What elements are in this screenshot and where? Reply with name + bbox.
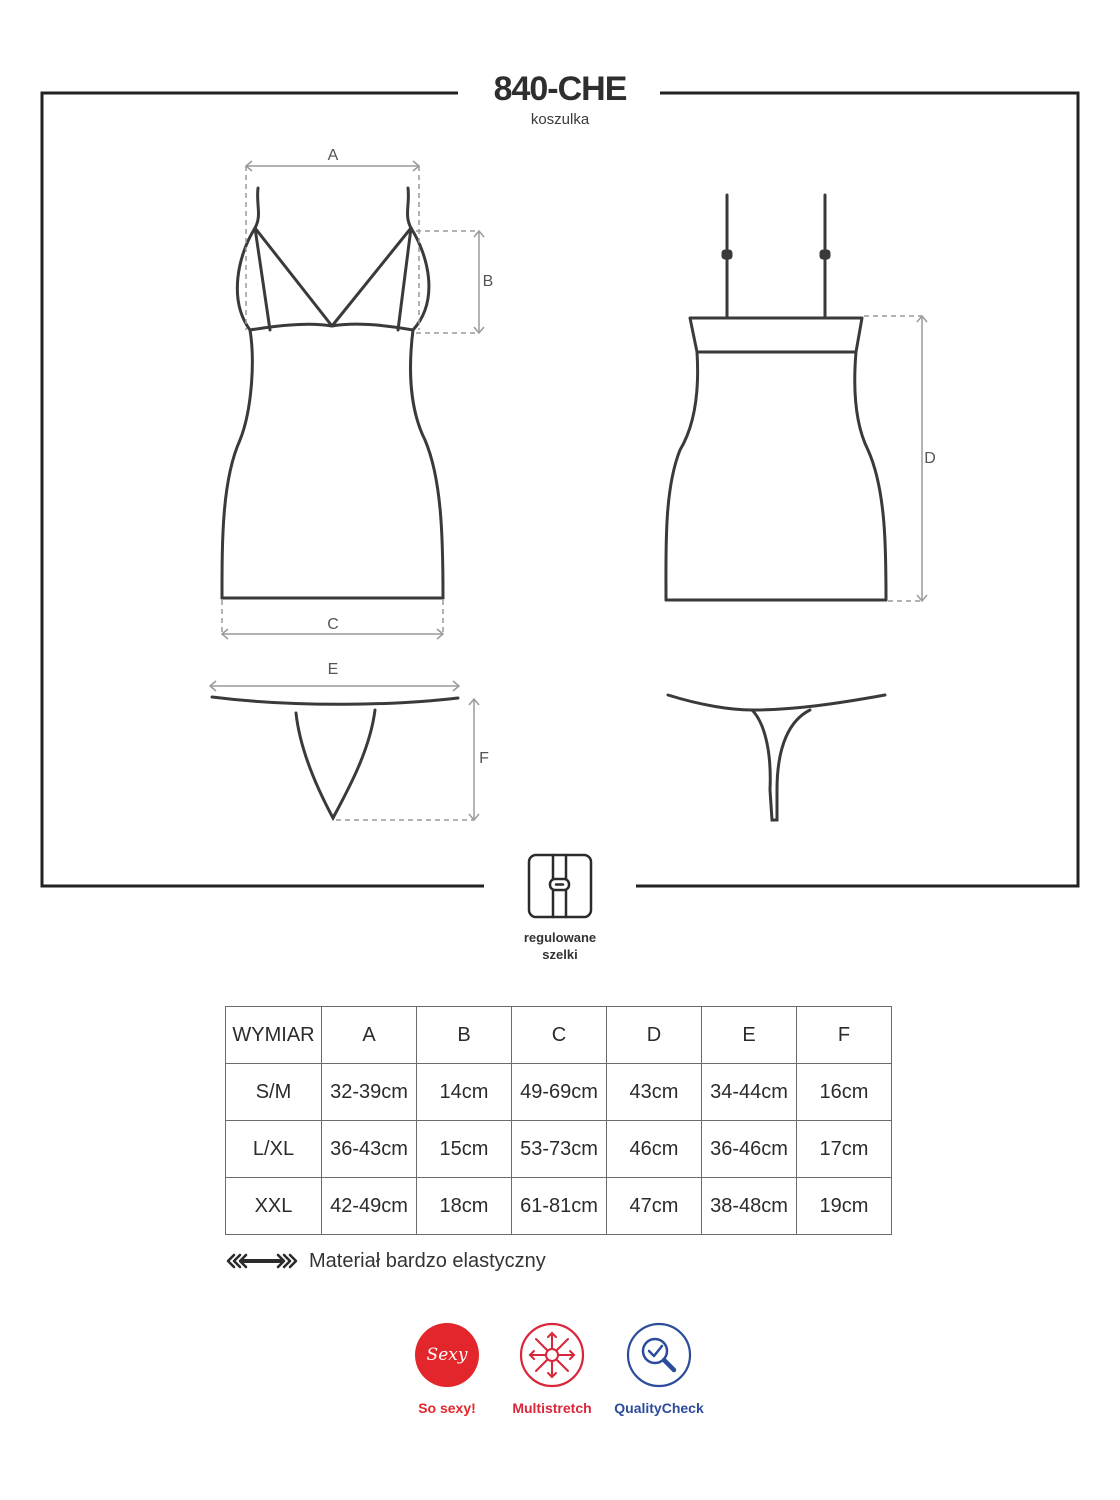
chemise-front-drawing — [222, 188, 443, 598]
table-cell: XXL — [226, 1178, 322, 1235]
table-row — [226, 1064, 892, 1121]
badge-multistretch — [497, 1322, 607, 1416]
elastic-note-text: Materiał bardzo elastyczny — [309, 1249, 546, 1272]
table-header-cell: A — [322, 1007, 417, 1064]
sexy-icon — [414, 1322, 480, 1388]
table-header-cell: D — [607, 1007, 702, 1064]
table-row — [226, 1178, 892, 1235]
badge-quality-check — [604, 1322, 714, 1416]
feature-label-line2: szelki — [542, 947, 578, 962]
dimension-f — [336, 699, 479, 820]
feature-label — [480, 929, 640, 963]
table-cell: 16cm — [797, 1064, 892, 1121]
table-cell: 19cm — [797, 1178, 892, 1235]
badge-label: QualityCheck — [614, 1400, 704, 1416]
dimension-label-b: B — [482, 273, 494, 290]
feature-label-line1: regulowane — [523, 930, 597, 945]
stretch-arrows-icon — [225, 1252, 299, 1270]
thong-back-drawing — [668, 695, 885, 820]
table-cell: 49-69cm — [512, 1064, 607, 1121]
multistretch-icon — [519, 1322, 585, 1388]
table-header-cell: E — [702, 1007, 797, 1064]
table-cell: 15cm — [417, 1121, 512, 1178]
dimension-label-a: A — [327, 147, 339, 164]
table-cell: L/XL — [226, 1121, 322, 1178]
sexy-icon-text: Sexy — [426, 1345, 468, 1365]
table-cell: 34-44cm — [702, 1064, 797, 1121]
table-cell: 14cm — [417, 1064, 512, 1121]
dimension-a — [246, 161, 419, 330]
product-name: koszulka — [530, 111, 590, 128]
dimension-lines — [210, 161, 927, 820]
table-cell: 46cm — [607, 1121, 702, 1178]
table-cell: 38-48cm — [702, 1178, 797, 1235]
dimension-label-d: D — [924, 450, 936, 467]
thong-front-drawing — [212, 697, 458, 818]
table-header-cell: WYMIAR — [226, 1007, 322, 1064]
badge-label: Multistretch — [512, 1400, 592, 1416]
elastic-note — [225, 1247, 546, 1275]
quality-check-icon — [626, 1322, 692, 1388]
dimension-label-c: C — [327, 616, 339, 633]
product-code: 840-CHE — [493, 70, 627, 108]
table-cell: 53-73cm — [512, 1121, 607, 1178]
table-cell: 17cm — [797, 1121, 892, 1178]
badge-label: So sexy! — [418, 1400, 476, 1416]
dimension-e — [210, 681, 459, 691]
table-row — [226, 1121, 892, 1178]
chemise-back-drawing — [666, 195, 886, 600]
adjustable-strap-icon — [529, 855, 591, 917]
table-cell: S/M — [226, 1064, 322, 1121]
table-cell: 18cm — [417, 1178, 512, 1235]
badge-so-sexy — [392, 1322, 502, 1416]
table-cell: 36-43cm — [322, 1121, 417, 1178]
table-header-cell: C — [512, 1007, 607, 1064]
table-cell: 43cm — [607, 1064, 702, 1121]
dimension-label-e: E — [327, 661, 339, 678]
table-cell: 36-46cm — [702, 1121, 797, 1178]
table-header-cell: B — [417, 1007, 512, 1064]
size-table — [225, 1006, 892, 1235]
dimension-label-f: F — [479, 750, 489, 767]
table-cell: 32-39cm — [322, 1064, 417, 1121]
table-cell: 61-81cm — [512, 1178, 607, 1235]
table-cell: 47cm — [607, 1178, 702, 1235]
table-header-cell: F — [797, 1007, 892, 1064]
table-header-row — [226, 1007, 892, 1064]
table-cell: 42-49cm — [322, 1178, 417, 1235]
